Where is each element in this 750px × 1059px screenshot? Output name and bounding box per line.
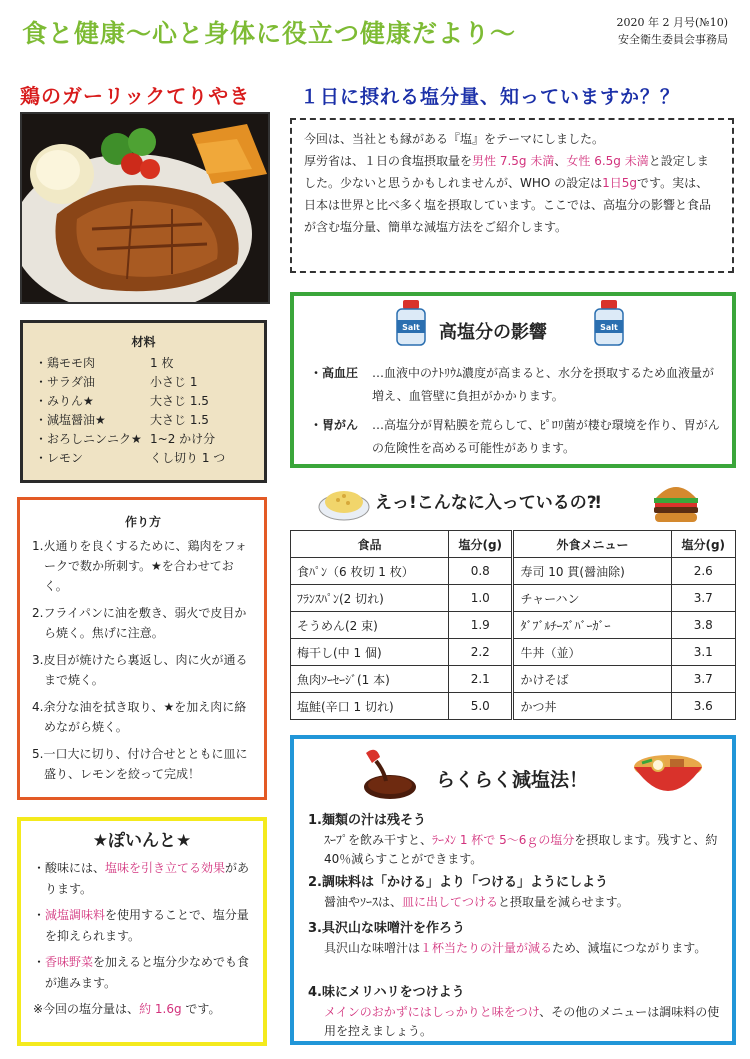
intro-text: 今回は、当社とも縁がある『塩』をテーマにしました。 (304, 132, 605, 146)
ingredient-name: ・みりん★ (35, 394, 94, 408)
ingredient-amount: 小さじ 1 (150, 375, 198, 389)
recipe-photo (20, 112, 270, 304)
ingredient-row (35, 430, 252, 449)
tip-body (308, 831, 720, 869)
point-text: ・酸味には、 (33, 861, 106, 875)
point-item (33, 905, 251, 947)
note-text: です。 (181, 1002, 221, 1016)
food-cell: 食ﾊﾟﾝ（6 枚切 1 枚） (291, 558, 449, 585)
recipe-step: 1.火通りを良くするために、鶏肉をフォークで数か所刺す。★を合わせておく。 (32, 539, 247, 593)
newsletter-title: 食と健康～心と身体に役立つ健康だより～ (22, 19, 517, 48)
column-header-salt: 塩分(g) (449, 531, 513, 558)
salt-cell: 2.1 (449, 666, 513, 693)
menu-cell: かつ丼 (513, 693, 671, 720)
food-cell: 魚肉ｿｰｾｰｼﾞ(1 本) (291, 666, 449, 693)
salt-shaker-icon (592, 300, 626, 346)
male-limit: 男性 7.5g 未満 (472, 154, 555, 168)
ingredient-name: ・減塩醤油★ (35, 413, 106, 427)
tip-heading: 2.調味料は「かける」より「つける」ようにしよう (308, 875, 608, 890)
menu-cell: かけそば (513, 666, 671, 693)
tip-item (308, 873, 720, 912)
burger-icon (650, 476, 702, 526)
salt-note (33, 999, 251, 1020)
menu-cell: チャーハン (513, 585, 671, 612)
point-highlight: 塩味を引き立てる効果 (105, 861, 226, 875)
salt-cell: 3.7 (671, 585, 735, 612)
impact-item-stomach-cancer (310, 414, 722, 460)
table-row (291, 585, 736, 612)
ingredient-row (35, 392, 252, 411)
who-limit: 1日5g (602, 176, 638, 190)
ingredients-heading: 材料 (131, 335, 156, 349)
ingredients-box (20, 320, 267, 483)
food-cell: 梅干し(中 1 個) (291, 639, 449, 666)
rice-dish-icon (318, 483, 370, 523)
salt-cell: 1.0 (449, 585, 513, 612)
ramen-bowl-icon (632, 745, 704, 805)
impact-text: …高塩分が胃粘膜を荒らして、ﾋﾟﾛﾘ菌が棲む環境を作り、胃がんの危険性を高める可能性があります。 (372, 418, 720, 455)
tip-highlight: １杯当たりの汁量が減る (420, 941, 553, 955)
point-item (33, 952, 251, 994)
ingredient-name: ・鶏モモ肉 (35, 356, 96, 370)
table-row (291, 558, 736, 585)
impact-key: ・高血圧 (310, 366, 359, 380)
tip-highlight: 皿に出してつける (402, 895, 499, 909)
impact-text: …血液中のﾅﾄﾘｳﾑ濃度が高まると、水分を摂取するため血液量が増え、血管壁に負担がかかります。 (372, 366, 715, 403)
point-item (33, 858, 251, 900)
ingredient-row (35, 411, 252, 430)
food-cell: ﾌﾗﾝｽﾊﾟﾝ(2 切れ) (291, 585, 449, 612)
point-text: があります。 (45, 861, 250, 896)
impact-key: ・胃がん (310, 418, 359, 432)
tips-box (290, 735, 736, 1045)
tip-item (308, 919, 720, 958)
column-header-food: 食品 (291, 531, 449, 558)
chicken-dish-illustration (22, 114, 270, 304)
publisher: 安全衛生委員会事務局 (618, 33, 728, 46)
tips-heading: らくらく減塩法！ (436, 769, 589, 791)
salt-cell: 2.6 (671, 558, 735, 585)
ingredient-amount: 1~2 かけ分 (150, 432, 216, 446)
intro-text: と設定しました。少ないと思うかもしれませんが、WHO の設定は (304, 154, 709, 190)
point-text: ・ (33, 908, 46, 922)
tip-highlight: ﾗｰﾒﾝ 1 杯で 5～6ｇの塩分 (432, 833, 575, 847)
salt-cell: 3.7 (671, 666, 735, 693)
table-row (291, 612, 736, 639)
menu-cell: 牛丼（並） (513, 639, 671, 666)
recipe-step: 3.皮目が焼けたら裏返し、肉に火が通るまで焼く。 (32, 653, 248, 687)
ingredient-row (35, 354, 252, 373)
tip-text: ｽｰﾌﾟを飲み干すと、 (324, 833, 433, 847)
recipe-step: 4.余分な油を拭き取り、★を加え肉に絡めながら焼く。 (32, 700, 247, 734)
intro-text: 、 (554, 154, 567, 168)
tip-text: 醤油やｿｰｽは、 (324, 895, 403, 909)
salt-cell: 2.2 (449, 639, 513, 666)
tip-text: と摂取量を減らせます。 (498, 895, 629, 909)
tip-body (308, 1003, 720, 1041)
menu-cell: ﾀﾞﾌﾞﾙﾁｰｽﾞﾊﾞｰｶﾞｰ (513, 612, 671, 639)
column-header-menu: 外食メニュー (513, 531, 671, 558)
point-highlight: 減塩調味料 (45, 908, 106, 922)
point-highlight: 香味野菜 (45, 955, 94, 969)
salt-cell: 3.1 (671, 639, 735, 666)
female-limit: 女性 6.5g 未満 (566, 154, 649, 168)
tip-body (308, 939, 720, 958)
salt-cell: 5.0 (449, 693, 513, 720)
ingredient-amount: 大さじ 1.5 (150, 413, 209, 427)
point-text: を使用することで、塩分量を抑えられます。 (45, 908, 249, 943)
note-highlight: 約 1.6g (139, 1002, 182, 1016)
intro-text: です。実は、日本は世界と比べ多く塩を摂取しています。ここでは、高塩分の影響と食品が含む塩分量、簡単な減塩方法をご紹介します。 (304, 176, 712, 234)
tip-text: ため、減塩につながります。 (552, 941, 707, 955)
impact-item-hypertension (310, 362, 722, 408)
issue-number: 2020 年 2 月号(№10) (616, 16, 728, 29)
tip-highlight: メインのおかずにはしっかりと味をつけ (324, 1005, 540, 1019)
salt-table-heading: えっ!こんなに入っているの⁈ (375, 493, 601, 513)
table-header-row (291, 531, 736, 558)
ingredient-name: ・レモン (35, 451, 84, 465)
salt-label: Salt (600, 323, 618, 332)
point-text: を加えると塩分少なめでも食が進みます。 (45, 955, 250, 990)
recipe-title: 鶏のガーリックてりやき (20, 84, 251, 108)
ingredient-row (35, 449, 252, 468)
recipe-step: 2.フライパンに油を敷き、弱火で皮目から焼く。焦げに注意。 (32, 606, 247, 640)
salt-cell: 1.9 (449, 612, 513, 639)
points-box (17, 817, 267, 1046)
salt-cell: 0.8 (449, 558, 513, 585)
salt-shaker-icon (394, 300, 428, 346)
table-row (291, 693, 736, 720)
impact-heading: 高塩分の影響 (439, 322, 547, 343)
tip-heading: 1.麺類の汁は残そう (308, 813, 426, 828)
note-text: ※今回の塩分量は、 (33, 1002, 140, 1016)
salt-cell: 3.8 (671, 612, 735, 639)
menu-cell: 寿司 10 貫(醤油除) (513, 558, 671, 585)
tip-heading: 4.味にメリハリをつけよう (308, 985, 465, 1000)
salt-cell: 3.6 (671, 693, 735, 720)
ingredient-row (35, 373, 252, 392)
ingredient-amount: くし切り 1 つ (150, 451, 226, 465)
table-row (291, 666, 736, 693)
food-cell: そうめん(2 束) (291, 612, 449, 639)
impact-box (290, 292, 736, 468)
intro-box (290, 118, 734, 273)
recipe-step: 5.一口大に切り、付け合せとともに皿に盛り、レモンを絞って完成！ (32, 747, 248, 781)
steps-box (17, 497, 267, 800)
intro-text: 厚労省は、１日の食塩摂取量を (304, 154, 473, 168)
tip-heading: 3.具沢山な味噌汁を作ろう (308, 921, 465, 936)
tip-item (308, 811, 720, 869)
tip-body (308, 893, 720, 912)
soy-sauce-icon (356, 747, 418, 803)
ingredient-amount: 1 枚 (150, 356, 174, 370)
steps-heading: 作り方 (124, 515, 161, 529)
tip-text: を摂取します。残すと、約 40％減らすことができます。 (324, 833, 718, 866)
salt-label: Salt (402, 323, 420, 332)
ingredient-name: ・サラダ油 (35, 375, 95, 389)
tip-text: 具沢山な味噌汁は (324, 941, 421, 955)
ingredient-amount: 大さじ 1.5 (150, 394, 209, 408)
points-heading: ★ぽいんと★ (92, 831, 192, 851)
food-cell: 塩鮭(辛口 1 切れ) (291, 693, 449, 720)
issue-info (617, 14, 728, 48)
point-text: ・ (33, 955, 46, 969)
main-title: １日に摂れる塩分量、知っていますか？？ (300, 86, 681, 108)
table-row (291, 639, 736, 666)
salt-content-table (290, 530, 736, 720)
ingredient-name: ・おろしニンニク★ (35, 432, 142, 446)
column-header-salt: 塩分(g) (671, 531, 735, 558)
tip-text: 、その他のメニューは調味料の使用を控えましょう。 (324, 1005, 720, 1038)
tip-item (308, 983, 720, 1041)
